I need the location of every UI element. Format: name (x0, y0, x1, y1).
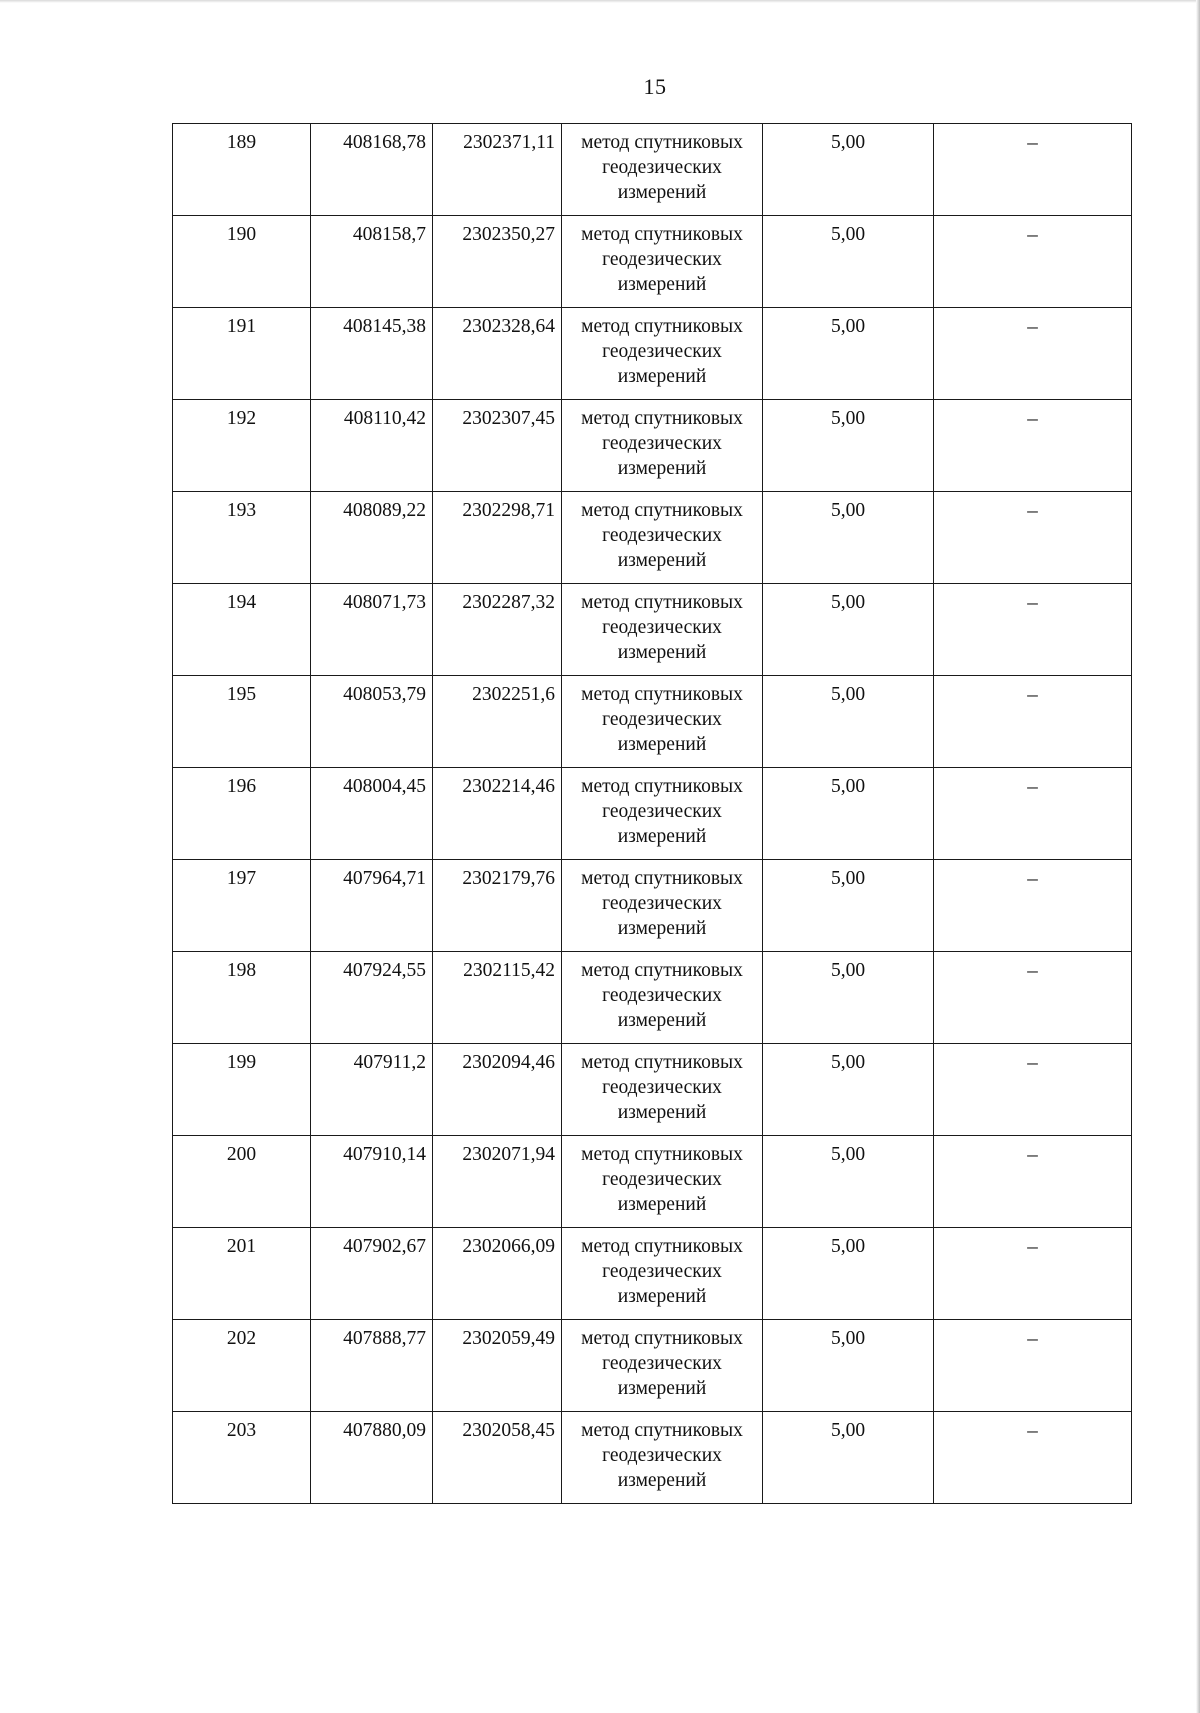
table-row (173, 860, 1132, 952)
accuracy-cell: 5,00 (763, 1228, 934, 1320)
y-coordinate-cell: 2302115,42 (433, 952, 562, 1044)
point-number-cell: 193 (173, 492, 311, 584)
accuracy-cell: 5,00 (763, 1320, 934, 1412)
coordinates-table (172, 123, 1132, 1504)
method-cell: метод спутниковых геодезических измерений (562, 1136, 763, 1228)
page-number: 15 (643, 74, 667, 99)
table-row (173, 1320, 1132, 1412)
table-row (173, 1412, 1132, 1504)
table-row (173, 676, 1132, 768)
method-cell: метод спутниковых геодезических измерений (562, 768, 763, 860)
description-cell: – (934, 1136, 1132, 1228)
y-coordinate-cell: 2302298,71 (433, 492, 562, 584)
y-coordinate-cell: 2302350,27 (433, 216, 562, 308)
table-row (173, 308, 1132, 400)
method-cell: метод спутниковых геодезических измерений (562, 860, 763, 952)
y-coordinate-cell: 2302094,46 (433, 1044, 562, 1136)
accuracy-cell: 5,00 (763, 1044, 934, 1136)
x-coordinate-cell: 408071,73 (311, 584, 433, 676)
point-number-cell: 195 (173, 676, 311, 768)
y-coordinate-cell: 2302328,64 (433, 308, 562, 400)
method-cell: метод спутниковых геодезических измерений (562, 492, 763, 584)
x-coordinate-cell: 407902,67 (311, 1228, 433, 1320)
x-coordinate-cell: 407911,2 (311, 1044, 433, 1136)
y-coordinate-cell: 2302307,45 (433, 400, 562, 492)
description-cell: – (934, 584, 1132, 676)
point-number-cell: 191 (173, 308, 311, 400)
x-coordinate-cell: 408158,7 (311, 216, 433, 308)
method-cell: метод спутниковых геодезических измерений (562, 1228, 763, 1320)
y-coordinate-cell: 2302179,76 (433, 860, 562, 952)
x-coordinate-cell: 408004,45 (311, 768, 433, 860)
y-coordinate-cell: 2302071,94 (433, 1136, 562, 1228)
accuracy-cell: 5,00 (763, 584, 934, 676)
x-coordinate-cell: 407910,14 (311, 1136, 433, 1228)
method-cell: метод спутниковых геодезических измерений (562, 216, 763, 308)
table-row (173, 952, 1132, 1044)
description-cell: – (934, 124, 1132, 216)
method-cell: метод спутниковых геодезических измерений (562, 1320, 763, 1412)
table-row (173, 216, 1132, 308)
x-coordinate-cell: 407880,09 (311, 1412, 433, 1504)
point-number-cell: 192 (173, 400, 311, 492)
y-coordinate-cell: 2302059,49 (433, 1320, 562, 1412)
x-coordinate-cell: 408089,22 (311, 492, 433, 584)
scan-edge-top (0, 0, 1200, 3)
table-row (173, 124, 1132, 216)
accuracy-cell: 5,00 (763, 216, 934, 308)
x-coordinate-cell: 408145,38 (311, 308, 433, 400)
point-number-cell: 200 (173, 1136, 311, 1228)
coordinates-table-body (173, 124, 1132, 1504)
description-cell: – (934, 1228, 1132, 1320)
point-number-cell: 199 (173, 1044, 311, 1136)
accuracy-cell: 5,00 (763, 124, 934, 216)
point-number-cell: 197 (173, 860, 311, 952)
accuracy-cell: 5,00 (763, 860, 934, 952)
accuracy-cell: 5,00 (763, 952, 934, 1044)
y-coordinate-cell: 2302251,6 (433, 676, 562, 768)
y-coordinate-cell: 2302287,32 (433, 584, 562, 676)
description-cell: – (934, 768, 1132, 860)
x-coordinate-cell: 408110,42 (311, 400, 433, 492)
method-cell: метод спутниковых геодезических измерений (562, 124, 763, 216)
point-number-cell: 198 (173, 952, 311, 1044)
description-cell: – (934, 1320, 1132, 1412)
table-row (173, 400, 1132, 492)
method-cell: метод спутниковых геодезических измерений (562, 308, 763, 400)
table-row (173, 1136, 1132, 1228)
method-cell: метод спутниковых геодезических измерений (562, 584, 763, 676)
method-cell: метод спутниковых геодезических измерений (562, 1044, 763, 1136)
point-number-cell: 203 (173, 1412, 311, 1504)
point-number-cell: 189 (173, 124, 311, 216)
table-row (173, 1044, 1132, 1136)
x-coordinate-cell: 407924,55 (311, 952, 433, 1044)
table-row (173, 492, 1132, 584)
description-cell: – (934, 676, 1132, 768)
accuracy-cell: 5,00 (763, 1412, 934, 1504)
table-row (173, 1228, 1132, 1320)
table-row (173, 584, 1132, 676)
method-cell: метод спутниковых геодезических измерений (562, 1412, 763, 1504)
y-coordinate-cell: 2302371,11 (433, 124, 562, 216)
point-number-cell: 201 (173, 1228, 311, 1320)
x-coordinate-cell: 408053,79 (311, 676, 433, 768)
point-number-cell: 196 (173, 768, 311, 860)
description-cell: – (934, 308, 1132, 400)
method-cell: метод спутниковых геодезических измерений (562, 952, 763, 1044)
y-coordinate-cell: 2302066,09 (433, 1228, 562, 1320)
y-coordinate-cell: 2302058,45 (433, 1412, 562, 1504)
accuracy-cell: 5,00 (763, 308, 934, 400)
description-cell: – (934, 1044, 1132, 1136)
scan-edge-right (1196, 0, 1200, 1713)
accuracy-cell: 5,00 (763, 492, 934, 584)
description-cell: – (934, 492, 1132, 584)
point-number-cell: 190 (173, 216, 311, 308)
description-cell: – (934, 216, 1132, 308)
x-coordinate-cell: 407888,77 (311, 1320, 433, 1412)
x-coordinate-cell: 407964,71 (311, 860, 433, 952)
method-cell: метод спутниковых геодезических измерений (562, 400, 763, 492)
table-row (173, 768, 1132, 860)
accuracy-cell: 5,00 (763, 400, 934, 492)
accuracy-cell: 5,00 (763, 768, 934, 860)
accuracy-cell: 5,00 (763, 676, 934, 768)
description-cell: – (934, 400, 1132, 492)
description-cell: – (934, 860, 1132, 952)
description-cell: – (934, 1412, 1132, 1504)
point-number-cell: 194 (173, 584, 311, 676)
x-coordinate-cell: 408168,78 (311, 124, 433, 216)
method-cell: метод спутниковых геодезических измерений (562, 676, 763, 768)
y-coordinate-cell: 2302214,46 (433, 768, 562, 860)
accuracy-cell: 5,00 (763, 1136, 934, 1228)
point-number-cell: 202 (173, 1320, 311, 1412)
description-cell: – (934, 952, 1132, 1044)
